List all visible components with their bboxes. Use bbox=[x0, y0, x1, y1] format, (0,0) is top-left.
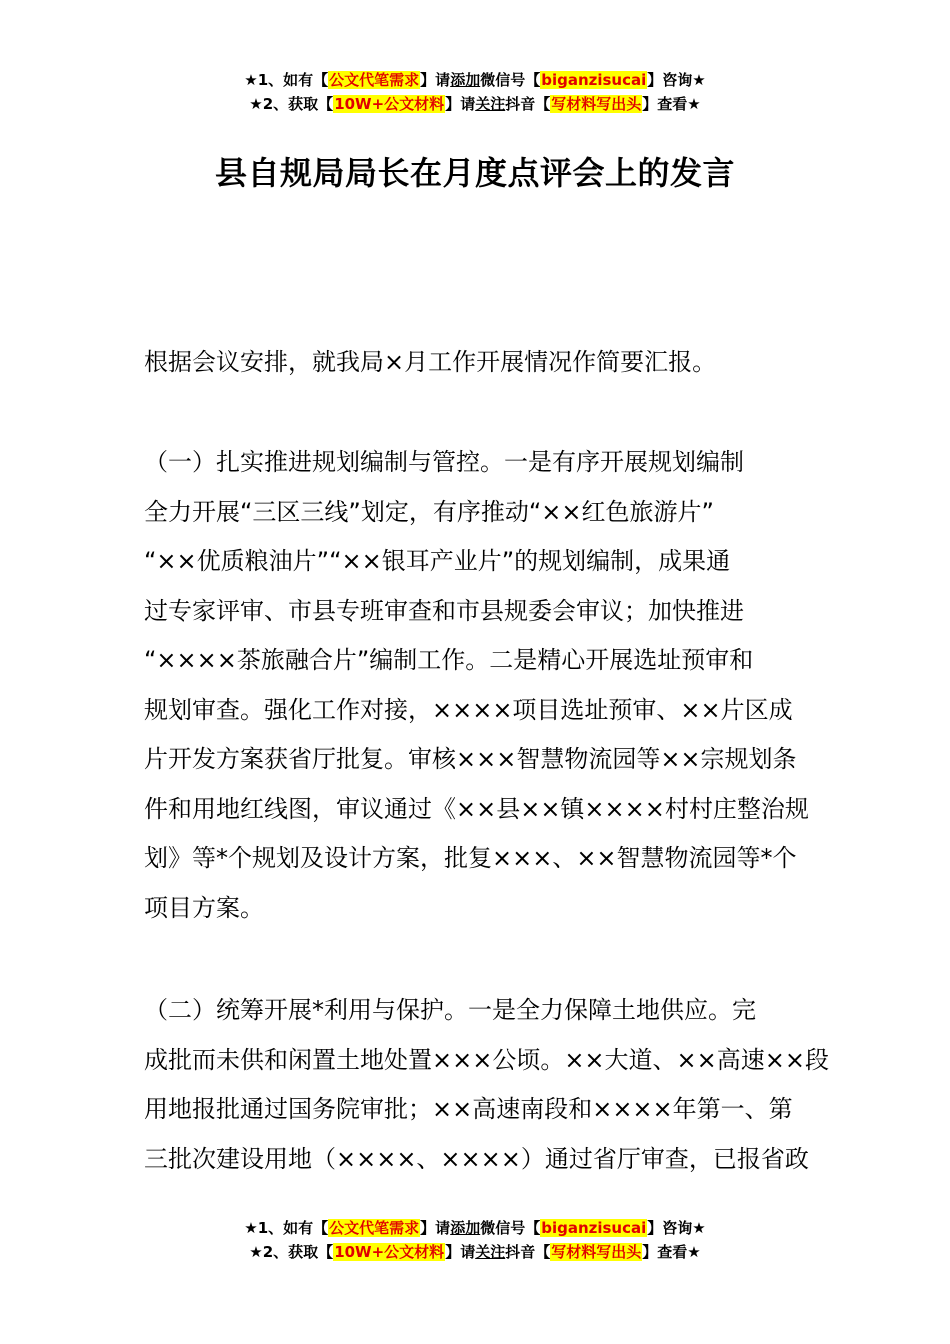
paragraph-line: 片开发方案获省厅批复。审核×××智慧物流园等××宗规划条 bbox=[144, 745, 797, 773]
promo-highlight: 10W+公文材料 bbox=[334, 95, 445, 113]
document-title: 县自规局局长在月度点评会上的发言 bbox=[214, 154, 735, 192]
section-1-paragraph bbox=[144, 438, 810, 933]
promo-douyin-name: 写材料写出头 bbox=[551, 1243, 642, 1261]
paragraph-line: （二）统筹开展*利用与保护。一是全力保障土地供应。完 bbox=[144, 996, 756, 1024]
promo-text: 微信号【 bbox=[480, 71, 541, 89]
paragraph-line: 过专家评审、市县专班审查和市县规委会审议；加快推进 bbox=[144, 596, 744, 625]
promo-text: ★1、如有【 bbox=[244, 1219, 329, 1237]
section-2-paragraph bbox=[144, 986, 829, 1184]
promo-text: 抖音【 bbox=[505, 95, 551, 113]
promo-douyin-name: 写材料写出头 bbox=[551, 95, 642, 113]
paragraph-line: 成批而未供和闲置土地处置×××公顷。××大道、××高速××段 bbox=[144, 1045, 829, 1074]
promo-underlined-text: 关注 bbox=[475, 1243, 506, 1261]
promo-text: 】查看★ bbox=[642, 95, 701, 113]
promo-text: 】请 bbox=[420, 1219, 451, 1237]
promo-text: 】请 bbox=[445, 95, 476, 113]
promo-text: 】咨询★ bbox=[647, 1219, 706, 1237]
promo-text: 抖音【 bbox=[505, 1243, 551, 1261]
promo-text: ★2、获取【 bbox=[249, 95, 334, 113]
promo-text: 】咨询★ bbox=[647, 71, 706, 89]
promo-text: 】请 bbox=[445, 1243, 476, 1261]
promo-line-2 bbox=[0, 92, 950, 116]
promo-line-2 bbox=[0, 1240, 950, 1264]
promo-wechat-id: biganzisucai bbox=[541, 71, 647, 89]
promo-wechat-id: biganzisucai bbox=[541, 1219, 647, 1237]
paragraph-line: 用地报批通过国务院审批；××高速南段和××××年第一、第 bbox=[144, 1095, 793, 1123]
paragraph-line: 项目方案。 bbox=[144, 893, 264, 922]
paragraph-line: 规划审查。强化工作对接，××××项目选址预审、××片区成 bbox=[144, 695, 793, 724]
promo-highlight: 公文代笔需求 bbox=[329, 1219, 420, 1237]
paragraph-line: 划》等*个规划及设计方案，批复×××、××智慧物流园等*个 bbox=[144, 844, 797, 872]
promo-underlined-text: 关注 bbox=[475, 95, 506, 113]
promo-text: 】请 bbox=[420, 71, 451, 89]
paragraph-line: “××优质粮油片”“××银耳产业片”的规划编制，成果通 bbox=[144, 547, 731, 575]
promo-text: ★1、如有【 bbox=[244, 71, 329, 89]
promo-line-1 bbox=[0, 1216, 950, 1240]
paragraph-line: 件和用地红线图，审议通过《××县××镇××××村村庄整治规 bbox=[144, 794, 809, 823]
top-promo-banner bbox=[0, 68, 950, 116]
promo-highlight: 10W+公文材料 bbox=[334, 1243, 445, 1261]
paragraph-line: “××××茶旅融合片”编制工作。二是精心开展选址预审和 bbox=[144, 646, 754, 674]
promo-line-1 bbox=[0, 68, 950, 92]
paragraph-line: 全力开展“三区三线”划定，有序推动“××红色旅游片” bbox=[144, 497, 714, 526]
paragraph-line: （一）扎实推进规划编制与管控。一是有序开展规划编制 bbox=[144, 448, 744, 476]
promo-text: 】查看★ bbox=[642, 1243, 701, 1261]
promo-text: ★2、获取【 bbox=[249, 1243, 334, 1261]
promo-underlined-text: 添加 bbox=[450, 1219, 481, 1237]
intro-paragraph: 根据会议安排，就我局×月工作开展情况作简要汇报。 bbox=[144, 348, 717, 376]
promo-text: 微信号【 bbox=[480, 1219, 541, 1237]
paragraph-line: 三批次建设用地（××××、××××）通过省厅审查，已报省政 bbox=[144, 1144, 809, 1173]
bottom-promo-banner bbox=[0, 1216, 950, 1264]
promo-highlight: 公文代笔需求 bbox=[329, 71, 420, 89]
promo-underlined-text: 添加 bbox=[450, 71, 481, 89]
